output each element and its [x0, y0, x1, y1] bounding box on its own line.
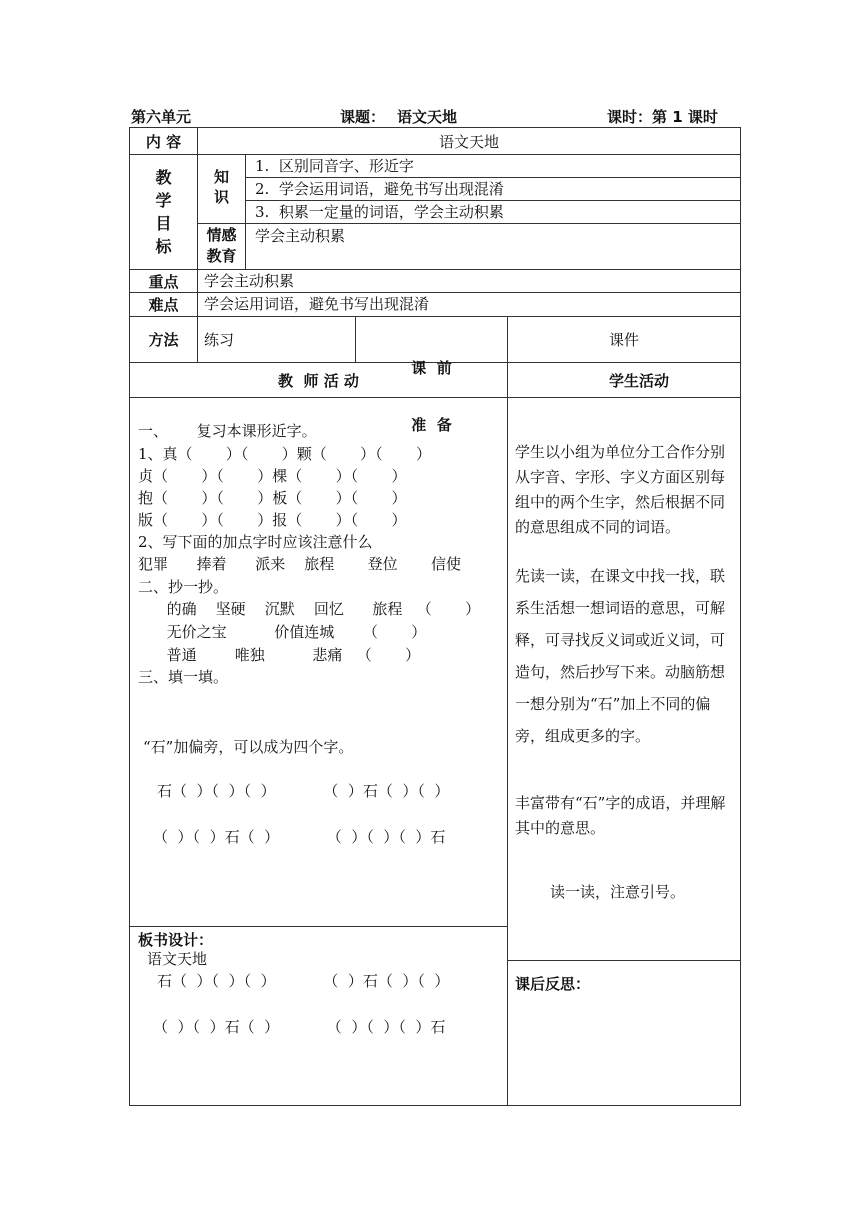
board-design-label: 板书设计： — [138, 931, 214, 949]
method-label: 方法 — [148, 331, 179, 349]
period-label: 课时：第 1 课时 — [607, 108, 718, 126]
knowledge-item-2: 2. 学会运用词语，避免书写出现混淆 — [255, 180, 504, 198]
content-value: 语文天地 — [438, 132, 499, 151]
difficulty-value: 学会运用词语，避免书写出现混淆 — [204, 295, 430, 313]
stone-intro: “石”加偏旁，可以成为四个字。 — [143, 738, 354, 756]
exercise-line: 2、写下面的加点字时应该注意什么 — [138, 533, 373, 551]
exercise-line: 1、真（ ）（ ）颗（ ）（ ） — [138, 445, 432, 463]
fill-heading: 三、填一填。 — [138, 668, 229, 686]
knowledge-item-3: 3. 积累一定量的词语，学会主动积累 — [255, 203, 504, 221]
exercise-line: 的确 坚硬 沉默 回忆 旅程 （ ） — [138, 600, 481, 618]
stone-row-2: （ ）（ ）石（ ） （ ）（ ）（ ）石 — [153, 828, 446, 846]
exercise-line: 犯罪 捧着 派来 旅程 登位 信使 — [138, 555, 462, 573]
knowledge-label: 知 识 — [213, 168, 229, 206]
board-title: 语文天地 — [147, 950, 208, 968]
exercise-line: 普通 唯独 悲痛 （ ） — [138, 646, 421, 664]
teaching-goals-label: 教 学 目 标 — [155, 168, 172, 256]
knowledge-item-1: 1. 区别同音字、形近字 — [255, 157, 414, 175]
copy-heading: 二、抄一抄。 — [138, 578, 229, 596]
board-row-2: （ ）（ ）石（ ） （ ）（ ）（ ）石 — [153, 1018, 446, 1036]
exercise-line: 抱（ ）（ ）板（ ）（ ） — [138, 489, 407, 507]
stone-row-1: 石（ ）（ ）（ ） （ ）石（ ）（ ） — [157, 782, 450, 800]
reflection-label: 课后反思： — [515, 975, 591, 993]
student-activity-p3: 丰富带有“石”字的成语，并理解其中的意思。 — [515, 794, 726, 837]
method-value: 练习 — [204, 331, 235, 349]
teacher-activity-header: 教 师 活 动 — [278, 371, 359, 390]
emotion-label: 情感 教育 — [206, 226, 237, 265]
emotion-value: 学会主动积累 — [255, 227, 346, 245]
teacher-activity-content — [138, 421, 506, 689]
key-point-label: 重点 — [148, 272, 179, 291]
student-activity-header: 学生活动 — [608, 371, 669, 390]
unit-label: 第六单元 — [131, 108, 192, 126]
board-row-1: 石（ ）（ ）（ ） （ ）石（ ）（ ） — [157, 972, 450, 990]
difficulty-label: 难点 — [148, 296, 179, 314]
student-activity-p2: 先读一读，在课文中找一找，联系生活想一想词语的意思，可解释，可寻找反义词或近义词，可造句，然后抄写下来。动脑筋想一想分别为“石”加上不同的偏旁，组成更多的字。 — [515, 567, 726, 745]
exercise-line: 无价之宝 价值连城 （ ） — [138, 623, 427, 641]
preparation-value: 课件 — [608, 331, 639, 349]
review-heading: 一、 复习本课形近字。 — [138, 422, 317, 440]
student-activity-p4: 读一读，注意引号。 — [550, 883, 686, 901]
topic-value: 语文天地 — [397, 108, 458, 126]
content-label: 内 容 — [145, 132, 182, 151]
key-point-value: 学会主动积累 — [204, 272, 295, 290]
student-activity-p1: 学生以小组为单位分工合作分别从字音、字形、字义方面区别每组中的两个生字，然后根据不同的意思组成不同的词语。 — [515, 443, 726, 536]
exercise-line: 贞（ ）（ ）棵（ ）（ ） — [138, 467, 407, 485]
topic-label: 课题： — [340, 108, 386, 126]
preparation-label: 课 前 准 备 — [411, 359, 452, 434]
exercise-line: 版（ ）（ ）报（ ）（ ） — [138, 511, 407, 529]
